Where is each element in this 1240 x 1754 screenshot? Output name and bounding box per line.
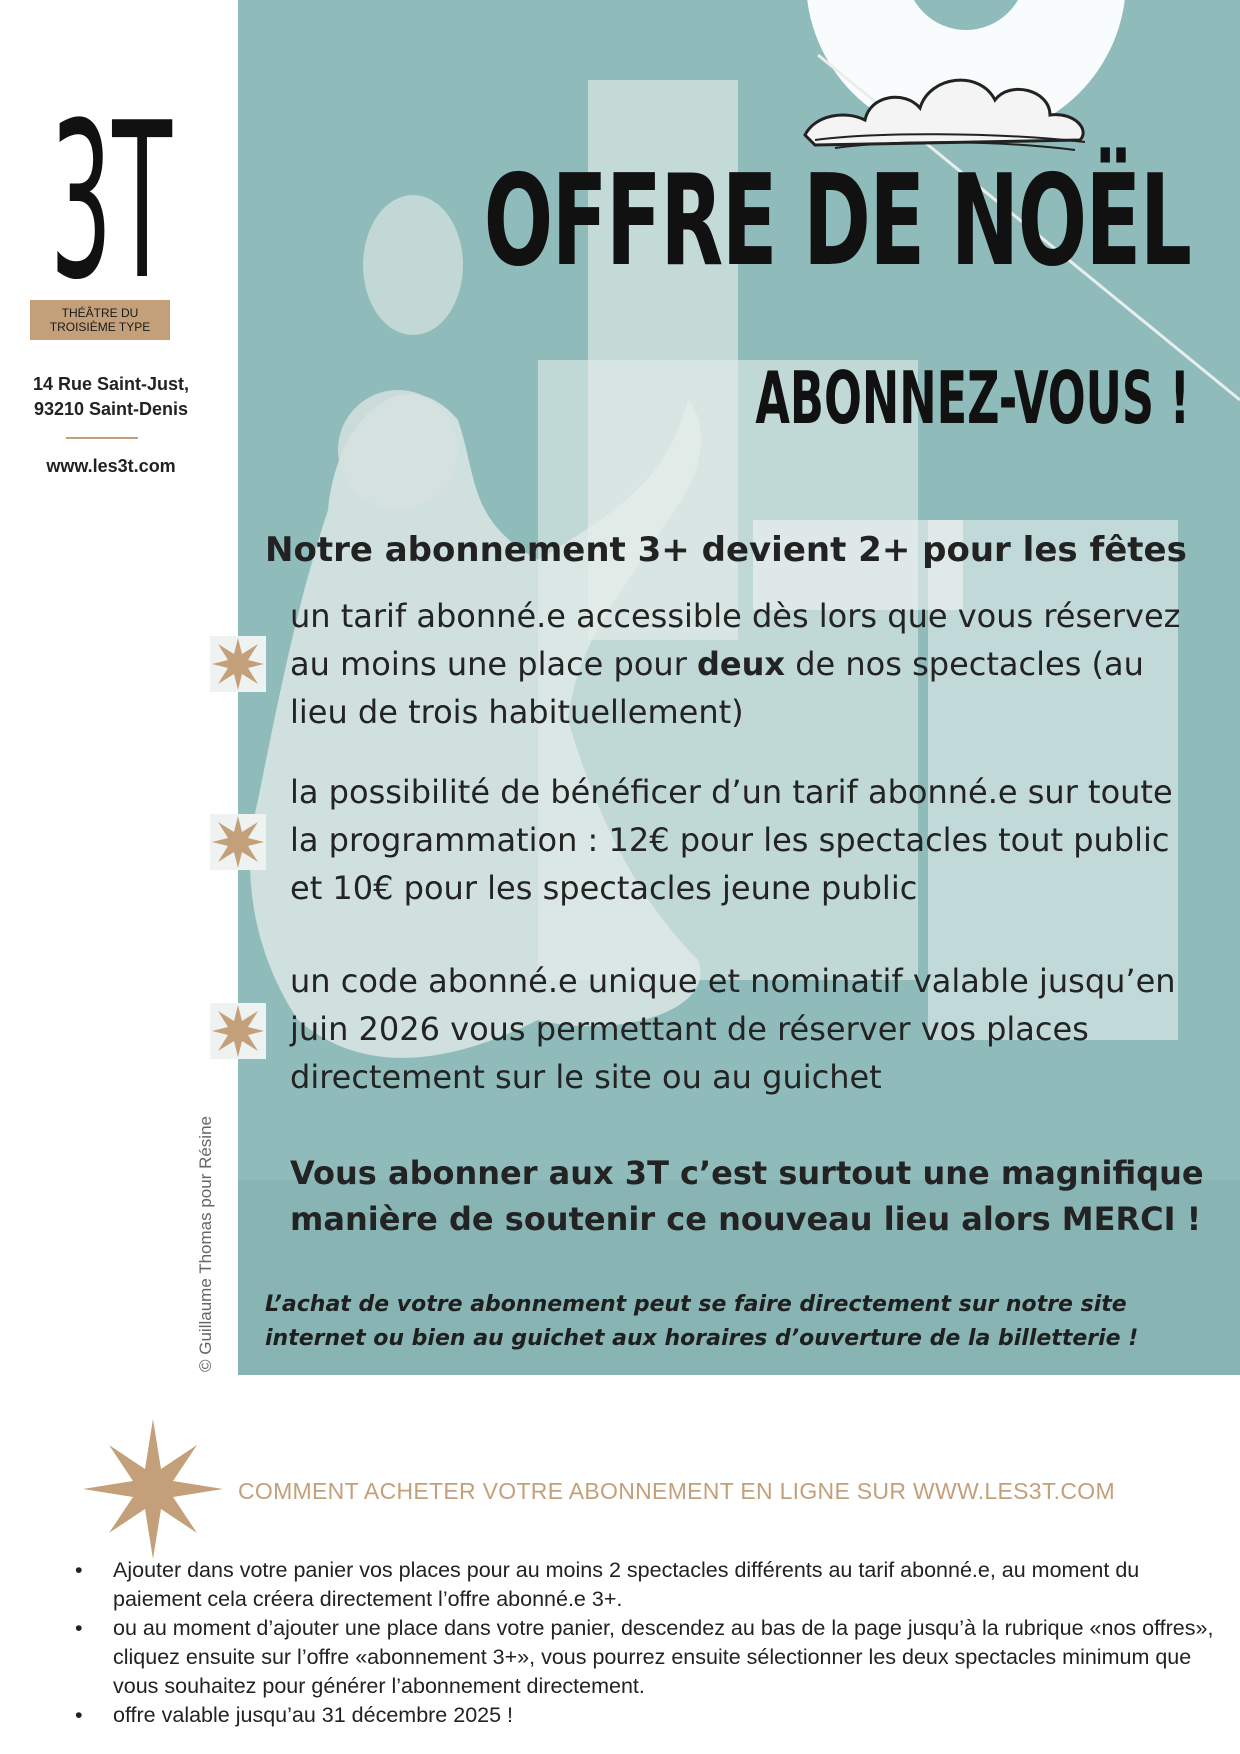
logo-badge-line1: THÉÂTRE DU <box>61 306 139 320</box>
address <box>16 372 206 422</box>
closing-message: Vous abonner aux 3T c’est surtout une magnifique manière de soutenir ce nouveau lieu alors MERCI ! <box>290 1154 1204 1238</box>
address-street: 14 Rue Saint-Just, <box>32 374 190 394</box>
howto-step: • Ajouter dans votre panier vos places pour au moins 2 spectacles différents au tarif abonné.e, au moment du paiement cela créera directement l’offre abonné.e 3+. <box>70 1556 1220 1614</box>
photo-credit: © Guillaume Thomas pour Résine <box>196 1116 215 1372</box>
logo-mark: 3T <box>50 80 173 285</box>
howto-step: • offre valable jusqu’au 31 décembre 2025 ! <box>70 1701 1220 1730</box>
benefit-3: un code abonné.e unique et nominatif valable jusqu’en juin 2026 vous permettant de réserver vos places directement sur le site ou au guichet <box>290 962 1176 1096</box>
star-icon <box>210 1003 266 1059</box>
offer-title: OFFRE DE NOËL <box>483 147 1190 294</box>
howto-heading: COMMENT ACHETER VOTRE ABONNEMENT EN LIGNE SUR WWW.LES3T.COM <box>238 1478 1115 1504</box>
headline: Notre abonnement 3+ devient 2+ pour les fêtes <box>265 530 1187 570</box>
purchase-note: L’achat de votre abonnement peut se faire directement sur notre site internet ou bien au guichet aux horaires d’ouverture de la billetterie ! <box>265 1292 1139 1351</box>
star-icon <box>210 636 266 692</box>
logo-badge <box>30 300 170 340</box>
divider <box>66 437 138 439</box>
howto-steps <box>70 1556 1220 1730</box>
logo-badge-line2: TROISIÈME TYPE <box>49 320 151 334</box>
howto-step: • ou au moment d’ajouter une place dans votre panier, descendez au bas de la page jusqu’à la rubrique «nos offres», cliquez ensuite sur l’offre «abonnement 3+», vous pourrez ensuite sélectionner les deux spectacles minimum que vous souhaitez pour générer l’abonnement directement. <box>70 1614 1220 1701</box>
star-icon <box>210 814 266 870</box>
address-city: 93210 Saint-Denis <box>33 399 189 419</box>
offer-subtitle: ABONNEZ-VOUS ! <box>755 356 1190 440</box>
benefit-1: un tarif abonné.e accessible dès lors que vous réservez au moins une place pour deux de nos spectacles (au lieu de trois habituellement) <box>290 597 1181 731</box>
benefit-2: la possibilité de bénéficer d’un tarif abonné.e sur toute la programmation : 12€ pour les spectacles tout public et 10€ pour les spectacles jeune public <box>290 773 1173 907</box>
website-link[interactable]: www.les3t.com <box>46 456 176 476</box>
large-star-icon <box>82 1418 224 1560</box>
logo-3t <box>48 80 174 285</box>
cloud-icon <box>795 40 1095 160</box>
